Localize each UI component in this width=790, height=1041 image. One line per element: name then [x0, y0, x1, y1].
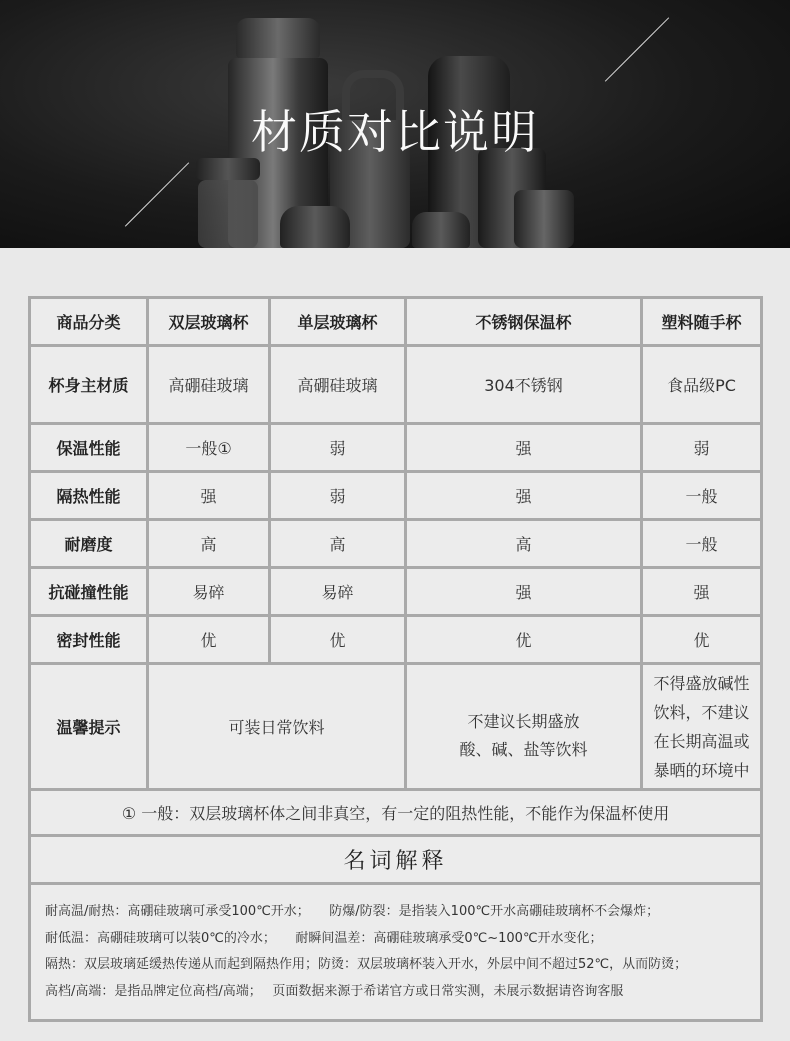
table-cell: 高硼硅玻璃: [270, 346, 406, 424]
footnote-row: [30, 790, 762, 836]
row-label: 保温性能: [30, 424, 148, 472]
decorative-line: [125, 162, 189, 226]
table-cell: 高: [148, 520, 270, 568]
glossary-content: [30, 884, 762, 1021]
tip-steel-line: 酸、碱、盐等饮料: [459, 739, 588, 759]
glossary-line: 高档/高端：是指品牌定位高档/高端； 页面数据来源于希诺官方或日常实测，未展示数据请咨询客服: [45, 983, 624, 999]
table-row: [30, 568, 762, 616]
row-label: 隔热性能: [30, 472, 148, 520]
table-cell: 易碎: [148, 568, 270, 616]
row-label: 温馨提示: [30, 664, 148, 790]
tumbler-image: [514, 190, 574, 248]
tip-glass: 可装日常饮料: [148, 664, 406, 790]
tip-plastic-line: 在长期高温或: [653, 731, 750, 751]
decorative-line: [605, 17, 669, 81]
tip-plastic: [642, 664, 762, 790]
table-header-row: [30, 298, 762, 346]
table-cell: 强: [148, 472, 270, 520]
glossary-line: 耐低温：高硼硅玻璃可以装0℃的冷水； 耐瞬间温差：高硼硅玻璃承受0℃~100℃开水变化；: [45, 930, 603, 946]
glass-bottle-mid-image: [280, 206, 350, 248]
tip-steel-line: 不建议长期盛放: [467, 711, 580, 731]
glass-bottle-right-image: [412, 212, 470, 248]
glossary-line: 耐高温/耐热：高硼硅玻璃可承受100℃开水； 防爆/防裂：是指装入100℃开水高硼硅玻璃杯不会爆炸；: [45, 904, 660, 919]
comparison-table: [28, 296, 760, 1022]
header-banner: [0, 0, 790, 248]
header-category: 商品分类: [30, 298, 148, 346]
table-cell: 一般①: [148, 424, 270, 472]
table-cell: 一般: [642, 472, 762, 520]
table-cell: 易碎: [270, 568, 406, 616]
table-cell: 食品级PC: [642, 346, 762, 424]
table-cell: 一般: [642, 520, 762, 568]
table-row: [30, 520, 762, 568]
table-cell: 强: [406, 568, 642, 616]
glass-bottle-left-image: [196, 158, 260, 248]
table-cell: 弱: [270, 424, 406, 472]
table-cell: 优: [642, 616, 762, 664]
header-plastic-cup: 塑料随手杯: [642, 298, 762, 346]
header-single-glass: 单层玻璃杯: [270, 298, 406, 346]
row-label: 耐磨度: [30, 520, 148, 568]
table-cell: 强: [406, 424, 642, 472]
footnote-text: ① 一般：双层玻璃杯体之间非真空，有一定的阻热性能，不能作为保温杯使用: [30, 790, 762, 836]
tips-row: [30, 664, 762, 790]
header-steel-thermos: 不锈钢保温杯: [406, 298, 642, 346]
table-row: [30, 472, 762, 520]
glossary-title: 名词解释: [30, 836, 762, 884]
table-cell: 弱: [642, 424, 762, 472]
table-cell: 强: [406, 472, 642, 520]
table-cell: 弱: [270, 472, 406, 520]
header-double-glass: 双层玻璃杯: [148, 298, 270, 346]
tip-steel: [406, 664, 642, 790]
table-cell: 高: [406, 520, 642, 568]
table-row: [30, 616, 762, 664]
table-row: [30, 424, 762, 472]
glossary-title-row: [30, 836, 762, 884]
tip-plastic-line: 不得盛放碱性: [653, 673, 750, 693]
table-cell: 优: [270, 616, 406, 664]
table-cell: 304不锈钢: [406, 346, 642, 424]
row-label: 杯身主材质: [30, 346, 148, 424]
table-cell: 高: [270, 520, 406, 568]
row-label: 抗碰撞性能: [30, 568, 148, 616]
table-cell: 优: [406, 616, 642, 664]
table-cell: 强: [642, 568, 762, 616]
table-row: [30, 346, 762, 424]
table-cell: 优: [148, 616, 270, 664]
table-cell: 高硼硅玻璃: [148, 346, 270, 424]
row-label: 密封性能: [30, 616, 148, 664]
page-title: 材质对比说明: [251, 105, 539, 159]
glossary-row: [30, 884, 762, 1021]
tip-plastic-line: 暴晒的环境中: [653, 760, 750, 780]
tip-plastic-line: 饮料，不建议: [653, 702, 750, 722]
glossary-line: 隔热：双层玻璃延缓热传递从而起到隔热作用；防烫：双层玻璃杯装入开水，外层中间不超过52℃，从而防烫；: [45, 957, 688, 972]
